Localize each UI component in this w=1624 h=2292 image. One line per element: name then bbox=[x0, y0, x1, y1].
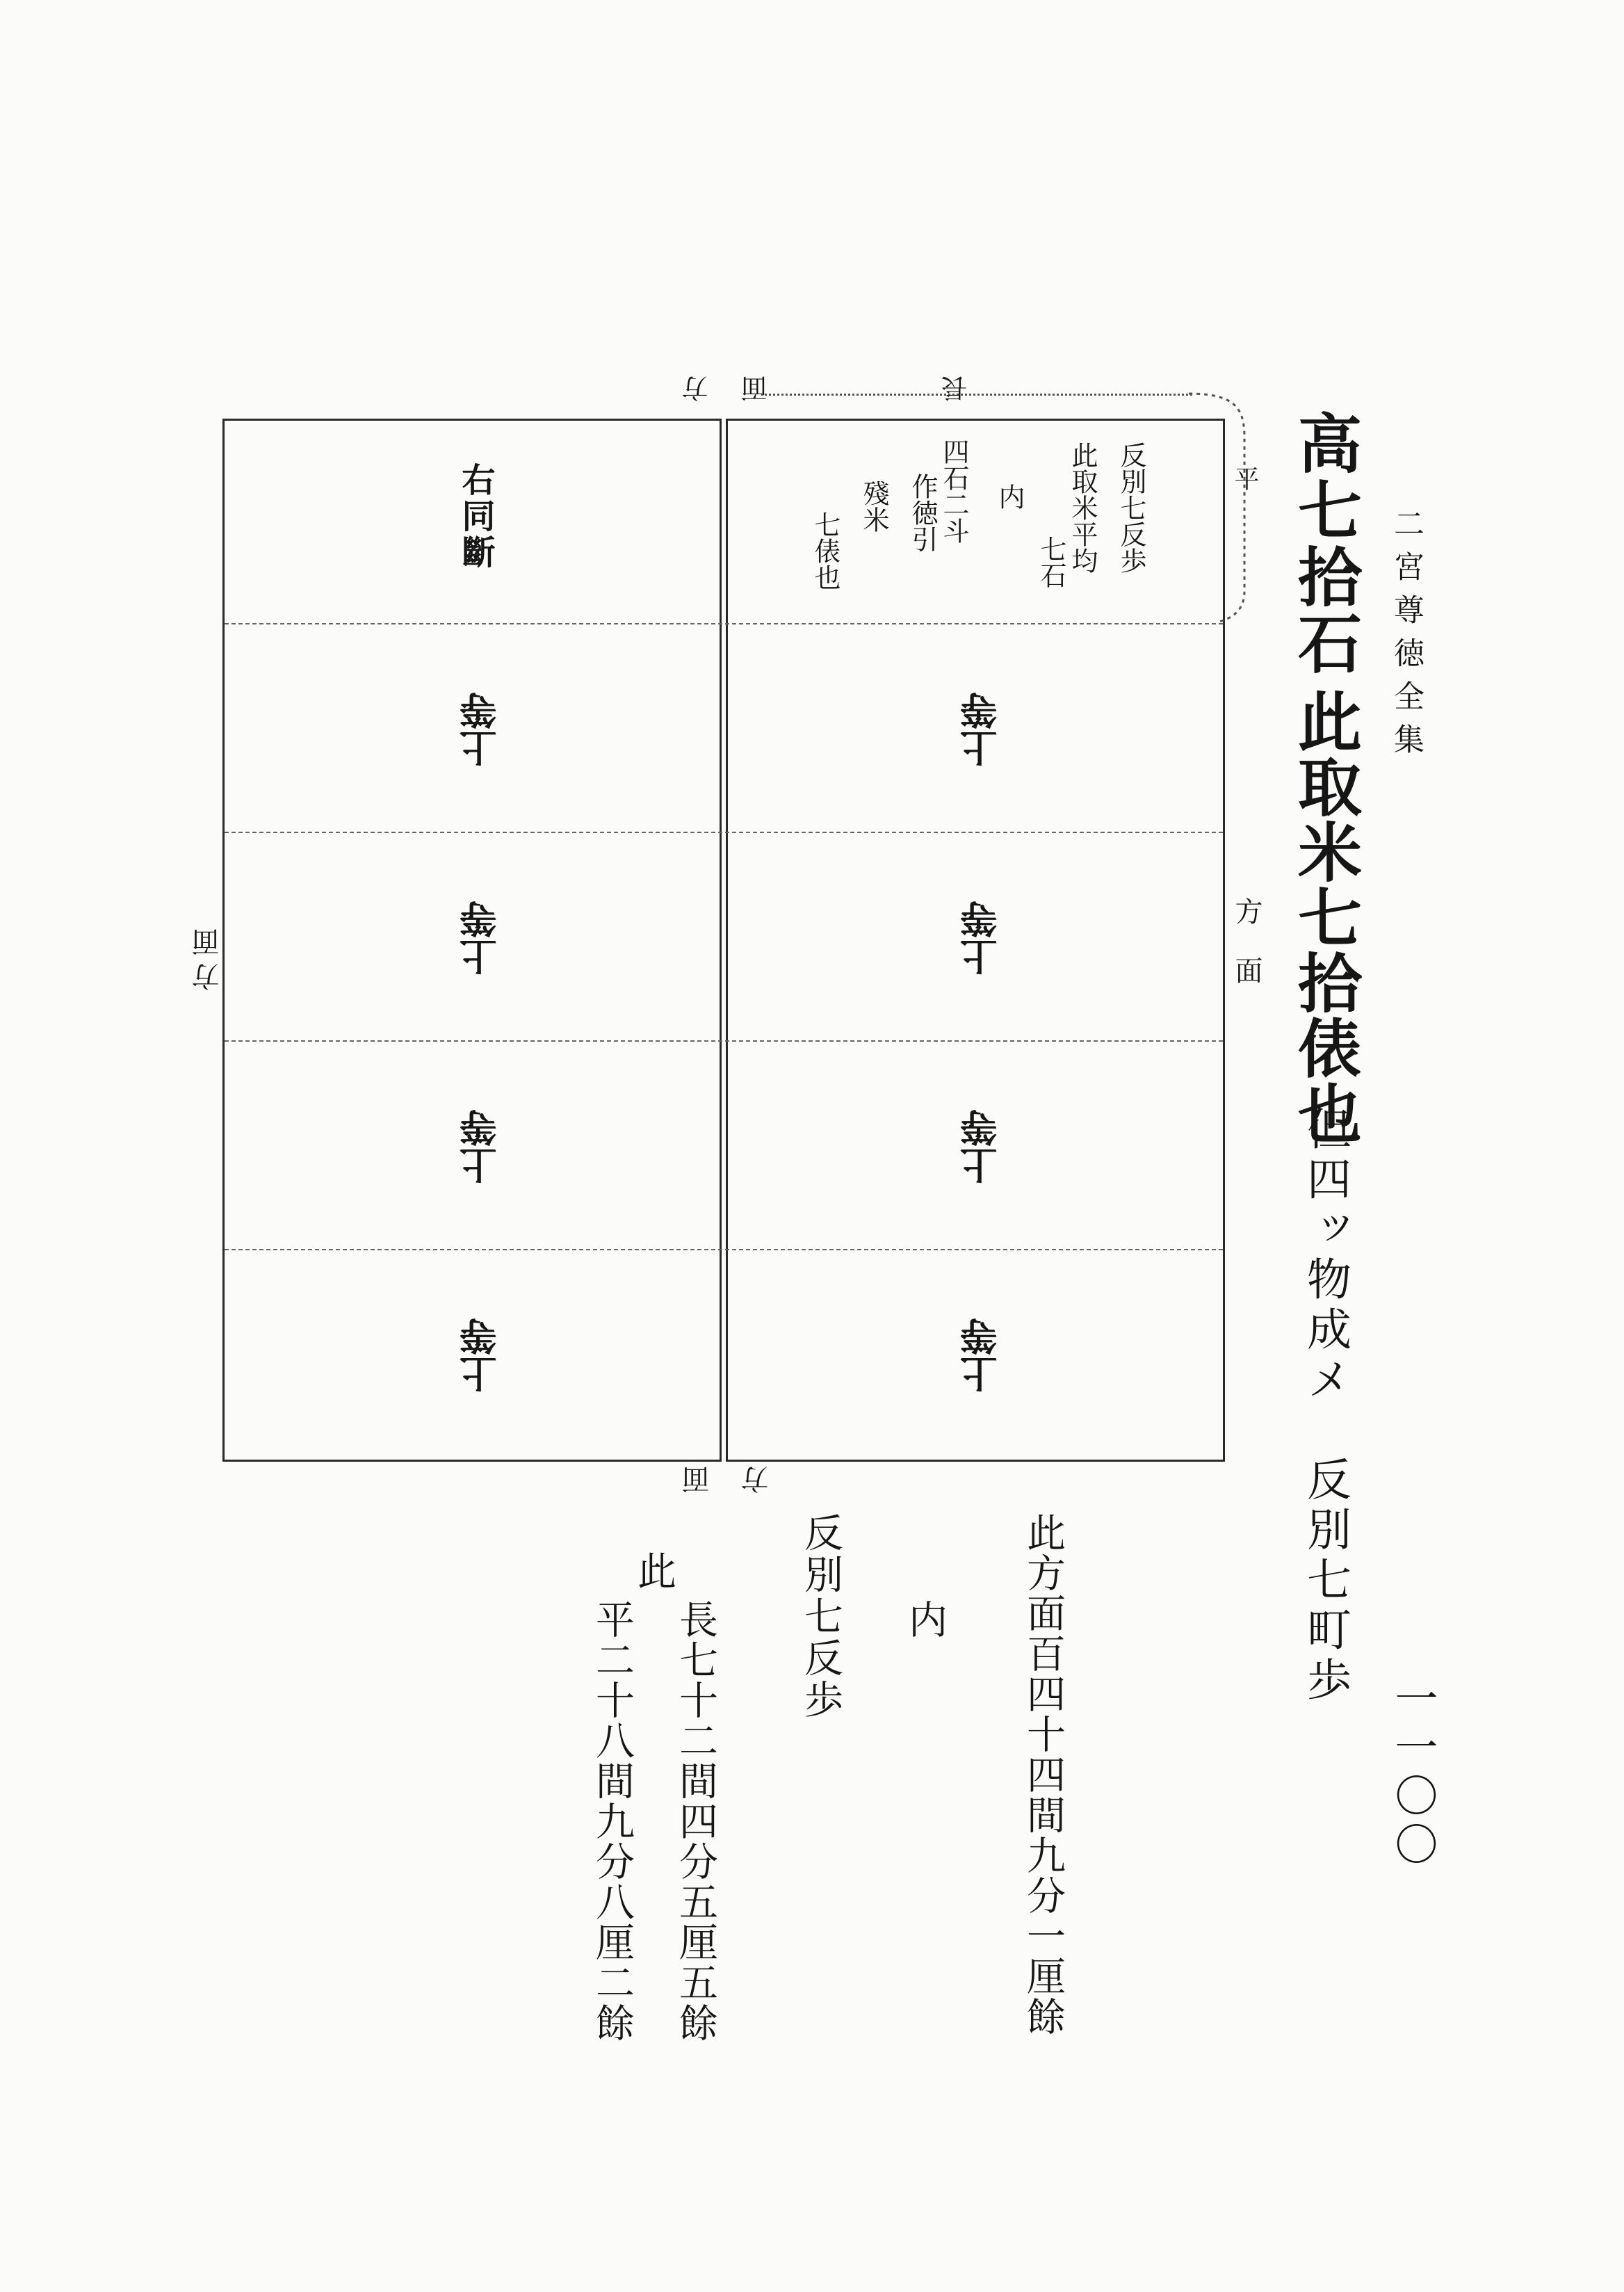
grade-label: 上等 bbox=[959, 1109, 1003, 1184]
note-length: 長七十二間四分五厘五餘 bbox=[673, 1599, 718, 2043]
heading-area-note: 但四ッ物成メ 反別七町歩 bbox=[1299, 1106, 1351, 1706]
cell-four-koku: 四石二斗 bbox=[939, 438, 969, 544]
note-this: 此 bbox=[631, 1551, 676, 1590]
note-breadth: 平二十八間九分八厘二餘 bbox=[590, 1599, 635, 2043]
book-title: 二宮尊徳全集 bbox=[1388, 508, 1424, 766]
row-divider bbox=[225, 1040, 1223, 1042]
grade-label: 上等 bbox=[458, 901, 503, 976]
grade-label: 上等 bbox=[959, 692, 1003, 767]
side-label-flat: 平 bbox=[1231, 466, 1259, 491]
cell-seven-bales: 七俵也 bbox=[810, 511, 841, 590]
heading-rice-tax: 此取米七拾俵也 bbox=[1288, 688, 1363, 1146]
cell-rice-amount: 七石 bbox=[1036, 535, 1066, 588]
note-total-length: 此方面百四十四間九分一厘餘 bbox=[1021, 1512, 1066, 2037]
grade-label: 上等 bbox=[458, 1109, 503, 1184]
cell-same-as-right: 右同斷 bbox=[456, 462, 495, 571]
cell-remaining-rice: 殘米 bbox=[859, 480, 889, 533]
grade-label: 上等 bbox=[959, 1318, 1003, 1393]
note-area: 反別七反歩 bbox=[798, 1512, 843, 1721]
top-boundary-line bbox=[761, 394, 1192, 396]
grade-label: 上等 bbox=[458, 1318, 503, 1393]
side-label-men: 面 bbox=[1231, 956, 1262, 984]
cell-rice-average: 此取米平均 bbox=[1067, 442, 1098, 574]
row-divider bbox=[225, 623, 1223, 624]
grade-label: 上等 bbox=[959, 901, 1003, 976]
bottom-label-men: 面 bbox=[682, 1466, 714, 1494]
left-label-fangmen: 方面 bbox=[192, 921, 224, 991]
note-inner: 内 bbox=[902, 1599, 948, 1638]
top-label-length: 長 bbox=[941, 376, 972, 402]
row-divider bbox=[225, 1249, 1223, 1250]
bottom-label-fang: 方 bbox=[741, 1466, 773, 1494]
heading-total-yield: 高七拾石 bbox=[1288, 410, 1363, 677]
page-number: 一一〇〇 bbox=[1388, 1676, 1438, 1871]
row-divider bbox=[225, 832, 1223, 833]
flat-bracket bbox=[1182, 389, 1265, 640]
cell-inner: 内 bbox=[994, 483, 1025, 510]
cell-deduction: 作徳引 bbox=[907, 473, 938, 552]
cell-area: 反別七反歩 bbox=[1116, 442, 1146, 574]
grade-label: 上等 bbox=[458, 692, 503, 767]
top-label-fang: 方 bbox=[682, 376, 713, 402]
side-label-fang: 方 bbox=[1231, 897, 1262, 925]
top-label-men: 面 bbox=[741, 376, 772, 402]
